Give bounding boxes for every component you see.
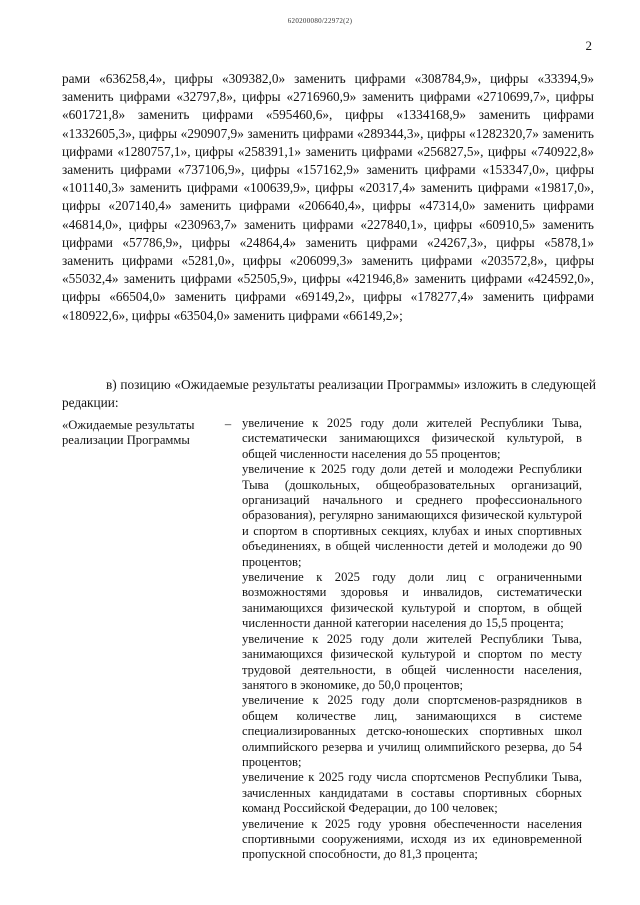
list-item: увеличение к 2025 году доли жителей Республики Тыва, занимающихся физической культурой и спортом по месту трудовой деятельности, в общей численности населения, занятого в экономике, до 50,0 процентов; <box>242 631 582 692</box>
list-item: увеличение к 2025 году доли лиц с ограниченными возможностями здоровья и инвалидов, систематически занимающихся физической культурой и спортом, в общей численности данной категории населения до 15,5 процента; <box>242 570 582 631</box>
body-paragraph: рами «636258,4», цифры «309382,0» заменить цифрами «308784,9», цифры «33394,9» заменить цифрами «32797,8», цифры «2716960,9» заменить цифрами «2710699,7», цифры «601721,8» заменить цифрами «595460,6», цифры «1334168,9» заменить цифрами «1332605,3», цифры «290907,9» заменить цифрами «289344,3», цифры «1282320,7» заменить цифрами «1280757,1», цифры «258391,1» заменить цифрами «256827,5», цифры «740922,8» заменить цифрами «737106,9», цифры «157162,9» заменить цифрами «153347,0», цифры «101140,3» заменить цифрами «100639,9», цифры «20317,4» заменить цифрами «19817,0», цифры «207140,4» заменить цифрами «206640,4», цифры «47314,0» заменить цифрами «46814,0», цифры «230963,7» заменить цифрами «227840,1», цифры «60910,5» заменить цифрами «57786,9», цифры «24864,4» заменить цифрами «24267,3», цифры «5878,1» заменить цифрами «5281,0», цифры «206099,3» заменить цифрами «203572,8», цифры «55032,4» заменить цифрами «52505,9», цифры «421946,8» заменить цифрами «424592,0», цифры «66504,0» заменить цифрами «69149,2», цифры «178277,4» заменить цифрами «180922,6», цифры «63504,0» заменить цифрами «66149,2»; <box>62 71 594 323</box>
expected-results-block <box>62 416 602 863</box>
list-item: увеличение к 2025 году доли жителей Республики Тыва, систематически занимающихся физической культурой, в общей численности населения до 55 процентов; <box>242 416 582 461</box>
results-label: «Ожидаемые результаты реализации Программы <box>62 418 195 448</box>
intro-paragraph <box>62 376 596 412</box>
results-list <box>242 416 582 863</box>
page-number: 2 <box>585 38 592 53</box>
intro-text: в) позицию «Ожидаемые результаты реализации Программы» изложить в следующей редакции: <box>62 377 596 411</box>
list-item: увеличение к 2025 году доли детей и молодежи Республики Тыва (дошкольных, общеобразовательных организаций, организаций начального и среднего профессионального образования), регулярно занимающихся физической культурой и спортом в спортивных секциях, клубах и иных спортивных объединениях, в общей численности детей и молодежи до 90 процентов; <box>242 462 582 569</box>
amendment-paragraph <box>62 70 594 325</box>
document-code: 620200080/22972(2) <box>287 17 353 25</box>
results-dash: – <box>224 417 232 431</box>
list-item: увеличение к 2025 году числа спортсменов Республики Тыва, зачисленных кандидатами в составы спортивных сборных команд Российской Федерации, до 100 человек; <box>242 770 582 816</box>
list-item: увеличение к 2025 году доли спортсменов-разрядников в общем количестве лиц, занимающихся в системе специализированных детско-юношеских спортивных школ олимпийского резерва и училищ олимпийского резерва, до 54 процентов; <box>242 693 582 769</box>
list-item: увеличение к 2025 году уровня обеспеченности населения спортивными сооружениями, исходя из их единовременной пропускной способности, до 81,3 процента; <box>242 816 582 862</box>
